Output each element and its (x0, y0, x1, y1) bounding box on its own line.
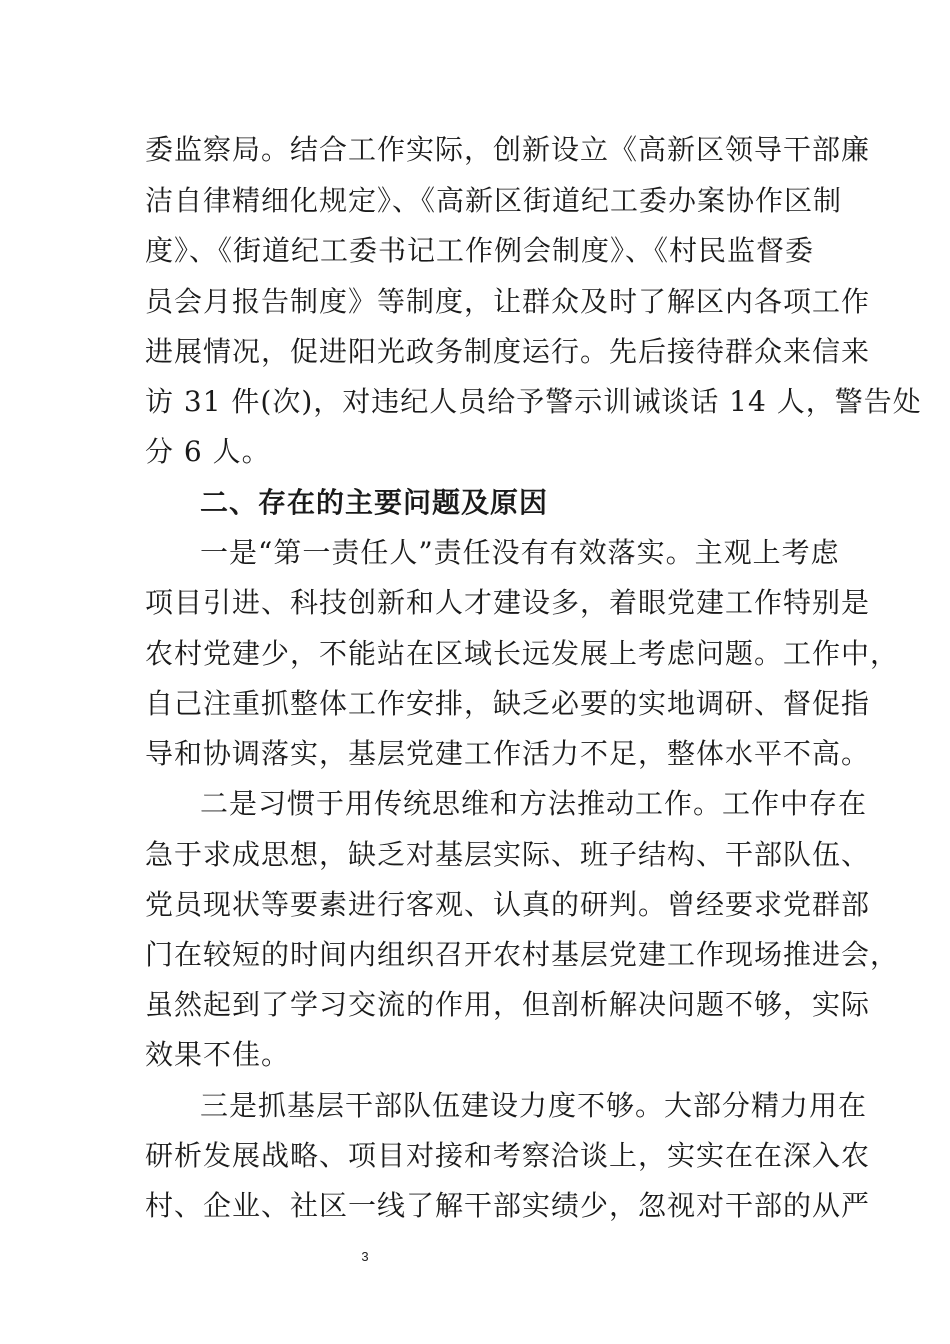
text-line: 效果不佳。 (145, 1038, 291, 1071)
text-line: 研析发展战略、项目对接和考察洽谈上，实实在在深入农 (145, 1139, 871, 1172)
text-line: 村、企业、社区一线了解干部实绩少，忽视对干部的从严 (145, 1189, 871, 1222)
text-line: 洁自律精细化规定》、《高新区街道纪工委办案协作区制 (145, 184, 843, 217)
text-line: 三是抓基层干部队伍建设力度不够。大部分精力用在 (200, 1089, 868, 1122)
text-line: 访 31 件(次)，对违纪人员给予警示训诫谈话 14 人，警告处 (145, 385, 922, 418)
text-line: 农村党建少，不能站在区域长远发展上考虑问题。工作中， (145, 637, 900, 670)
page-number: 3 (361, 1249, 369, 1264)
text-line: 门在较短的时间内组织召开农村基层党建工作现场推进会， (145, 938, 900, 971)
text-line: 急于求成思想，缺乏对基层实际、班子结构、干部队伍、 (145, 838, 871, 871)
text-line: 导和协调落实，基层党建工作活力不足，整体水平不高。 (145, 737, 871, 770)
text-line: 项目引进、科技创新和人才建设多，着眼党建工作特别是 (145, 586, 871, 619)
text-line: 度》、《街道纪工委书记工作例会制度》、《村民监督委 (145, 234, 815, 267)
text-line: 党员现状等要素进行客观、认真的研判。曾经要求党群部 (145, 888, 871, 921)
text-line: 员会月报告制度》等制度，让群众及时了解区内各项工作 (145, 285, 871, 318)
text-line: 虽然起到了学习交流的作用，但剖析解决问题不够，实际 (145, 988, 871, 1021)
text-line: 分 6 人。 (145, 435, 271, 468)
text-line: 二是习惯于用传统思维和方法推动工作。工作中存在 (200, 787, 868, 820)
text-line: 进展情况，促进阳光政务制度运行。先后接待群众来信来 (145, 335, 871, 368)
section-heading: 二、存在的主要问题及原因 (200, 486, 549, 519)
text-line: 委监察局。结合工作实际，创新设立《高新区领导干部廉 (145, 133, 871, 166)
text-line: 自己注重抓整体工作安排，缺乏必要的实地调研、督促指 (145, 687, 871, 720)
text-line: 一是“第一责任人”责任没有有效落实。主观上考虑 (200, 536, 840, 569)
